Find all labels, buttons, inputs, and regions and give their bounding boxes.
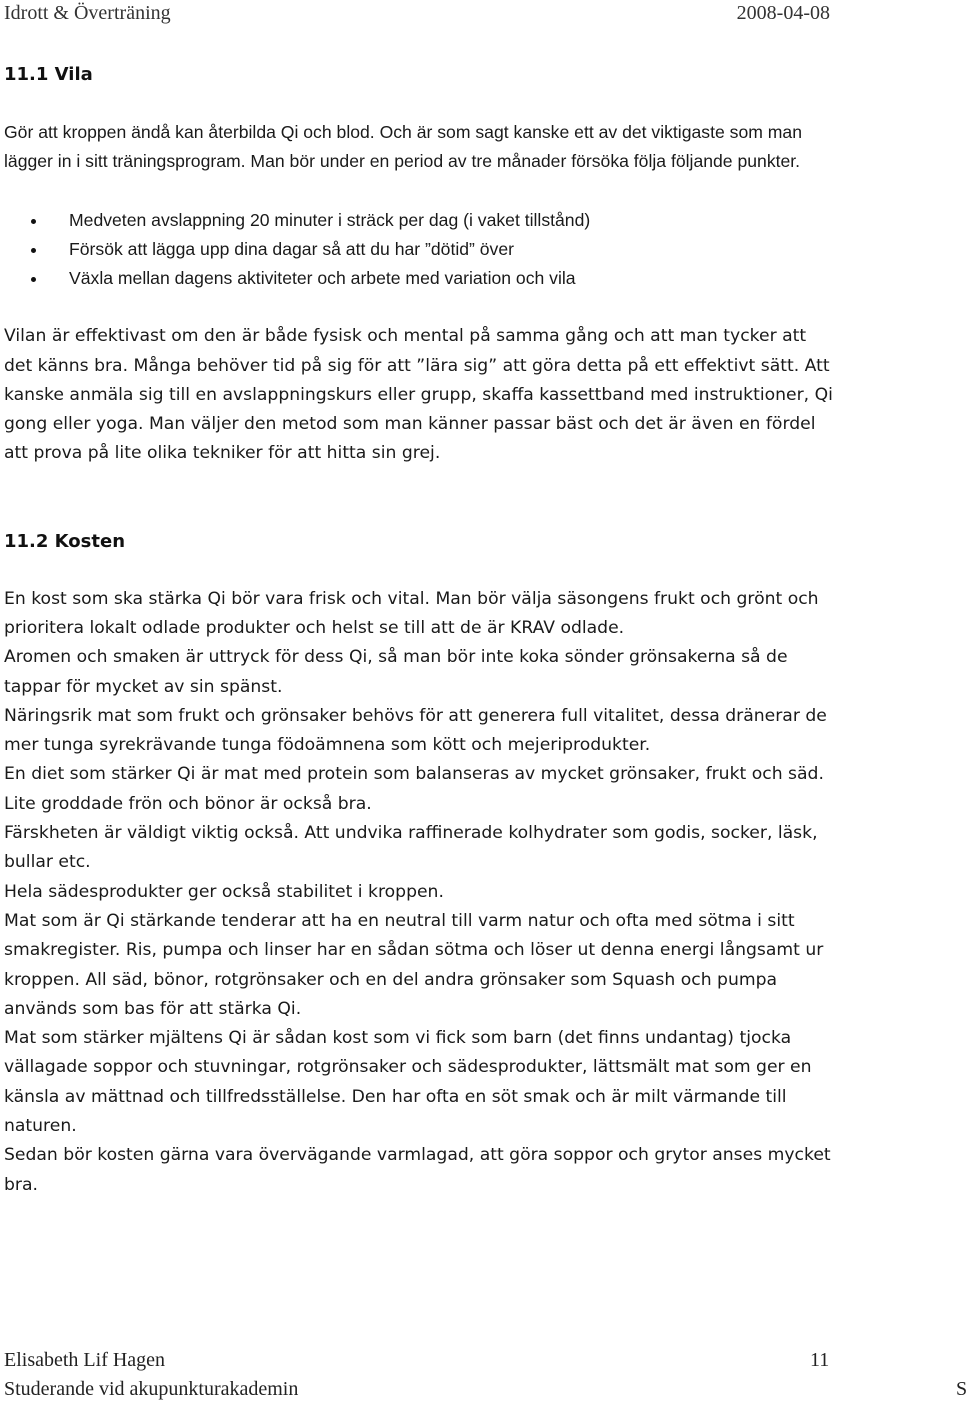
page-footer (4, 1346, 967, 1404)
page-number: 11 (810, 1349, 830, 1371)
vila-intro-paragraph: Gör att kroppen ändå kan återbilda Qi och blod. Och är som sagt kanske ett av det viktigaste som man lägger in i sitt träningsprogram. Man bör under en period av tre månader försöka följa följande punkter. (4, 122, 802, 172)
list-item (4, 235, 834, 264)
header-title: Idrott & Överträning (4, 2, 171, 24)
kosten-paragraph: Näringsrik mat som frukt och grönsaker behövs för att generera full vitalitet, dessa dränerar de mer tunga syrekrävande tunga födoämnena som kött och mejeriprodukter. (4, 705, 827, 756)
document-body (4, 60, 834, 1200)
list-item (4, 206, 834, 235)
footer-edge-char: S (956, 1378, 967, 1400)
section-heading-kosten: 11.2 Kosten (4, 530, 126, 552)
kosten-paragraph: Mat som är Qi stärkande tenderar att ha en neutral till varm natur och ofta med sötma i sitt smakregister. Ris, pumpa och linser har en sådan sötma och löser ut denna energi långsamt ur kroppen. All säd, bönor, rotgrönsaker och en del andra grönsaker som Squash och pumpa används som bas för att stärka Qi. (4, 910, 824, 1019)
bullet-icon (31, 277, 36, 282)
list-item-text: Växla mellan dagens aktiviteter och arbete med variation och vila (69, 268, 576, 288)
kosten-paragraph: Sedan bör kosten gärna vara övervägande varmlagad, att göra soppor och grytor anses mycket bra. (4, 1145, 831, 1195)
header-date: 2008-04-08 (736, 2, 830, 24)
kosten-paragraph: En kost som ska stärka Qi bör vara frisk och vital. Man bör välja säsongens frukt och grönt och prioritera lokalt odlade produkter och helst se till att de är KRAV odlade. (4, 588, 819, 638)
footer-author: Elisabeth Lif Hagen (4, 1349, 166, 1371)
section-heading-vila: 11.1 Vila (4, 64, 93, 85)
kosten-paragraph: Aromen och smaken är uttryck för dess Qi, så man bör inte koka sönder grönsakerna så de tappar för mycket av sin spänst. (4, 647, 788, 697)
kosten-paragraph: En diet som stärker Qi är mat med protein som balanseras av mycket grönsaker, frukt och säd. Lite groddade frön och bönor är också bra. (4, 764, 824, 814)
list-item-text: Försök att lägga upp dina dagar så att du har ”dötid” över (69, 238, 514, 259)
footer-affiliation: Studerande vid akupunkturakademin (4, 1378, 299, 1400)
kosten-paragraph: Mat som stärker mjältens Qi är sådan kost som vi fick som barn (det finns undantag) tjocka vällagade soppor och stuvningar, rotgrönsaker och sädesprodukter, lättsmält mat som ger en känsla av mättnad och tillfredsställelse. Den har ofta en söt smak och är milt värmande till naturen. (4, 1028, 812, 1137)
kosten-paragraph: Färskheten är väldigt viktig också. Att undvika raffinerade kolhydrater som godis, socker, läsk, bullar etc. (4, 823, 818, 873)
bullet-icon (31, 219, 36, 224)
vila-body-paragraph: Vilan är effektivast om den är både fysisk och mental på samma gång och att man tycker att det känns bra. Många behöver tid på sig för att ”lära sig” att göra detta på ett effektivt sätt. Att kanske anmäla sig till en avslappningskurs eller grupp, skaffa kassettband med instruktioner, Qi gong eller yoga. Man väljer den metod som man känner passar bäst och det är även en fördel att prova på lite olika tekniker för att hitta sin grej. (4, 326, 833, 464)
page-header (4, 0, 830, 28)
bullet-icon (31, 248, 36, 253)
kosten-paragraph: Hela sädesprodukter ger också stabilitet i kroppen. (4, 881, 444, 902)
list-item-text: Medveten avslappning 20 minuter i sträck per dag (i vaket tillstånd) (69, 209, 591, 230)
vila-bullet-list (4, 206, 834, 294)
list-item (4, 264, 834, 293)
